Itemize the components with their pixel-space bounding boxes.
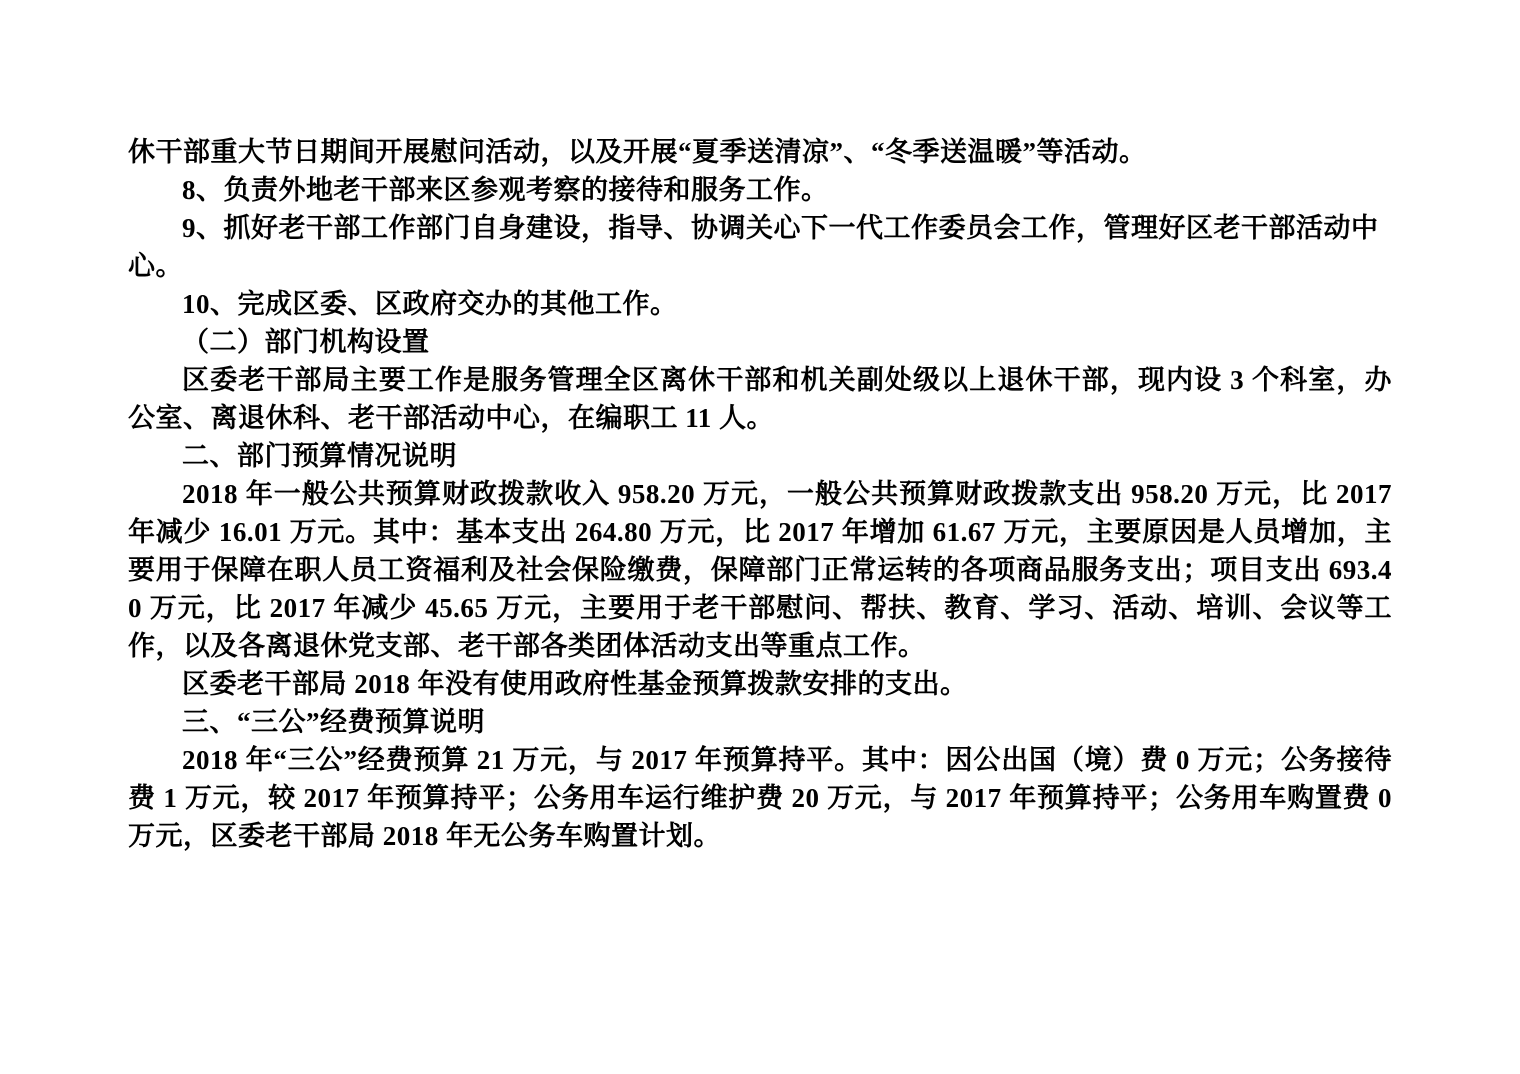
- doc-list-item-3: 10、完成区委、区政府交办的其他工作。: [182, 289, 678, 319]
- doc-paragraph-5: 区委老干部局主要工作是服务管理全区离休干部和机关副处级以上退休干部，现内设 3 个科室，办公室、离退休科、老干部活动中心，在编职工 11 人。: [128, 365, 1392, 433]
- doc-paragraph-8: 区委老干部局 2018 年没有使用政府性基金预算拨款安排的支出。: [182, 669, 968, 699]
- doc-paragraph-7: 2018 年一般公共预算财政拨款收入 958.20 万元，一般公共预算财政拨款支出 958.20 万元，比 2017 年减少 16.01 万元。其中：基本支出 264.80 万元，比 2017 年增加 61.67 万元，主要原因是人员增加，主要用于保障在职人员工资福利及社会保险缴费，保障部门正常运转的各项商品服务支出；项目支出 693.40 万元，比 2017 年减少 45.65 万元，主要用于老干部慰问、帮扶、教育、学习、活动、培训、会议等工作，以及各离退休党支部、老干部各类团体活动支出等重点工作。: [128, 479, 1392, 661]
- doc-heading-6: 二、部门预算情况说明: [182, 441, 457, 471]
- doc-list-item-2: 9、抓好老干部工作部门自身建设，指导、协调关心下一代工作委员会工作，管理好区老干部活动中心。: [128, 213, 1379, 281]
- doc-list-item-1: 8、负责外地老干部来区参观考察的接待和服务工作。: [182, 175, 829, 205]
- doc-continuation-0: 休干部重大节日期间开展慰问活动，以及开展“夏季送清凉”、“冬季送温暖”等活动。: [128, 137, 1147, 167]
- doc-subheading-4: （二）部门机构设置: [182, 327, 430, 357]
- doc-heading-9: 三、“三公”经费预算说明: [182, 707, 485, 737]
- document-body: [128, 133, 1392, 855]
- doc-paragraph-10: 2018 年“三公”经费预算 21 万元，与 2017 年预算持平。其中：因公出国（境）费 0 万元；公务接待费 1 万元，较 2017 年预算持平；公务用车运行维护费 20 万元，与 2017 年预算持平；公务用车购置费 0 万元，区委老干部局 2018 年无公务车购置计划。: [128, 745, 1392, 851]
